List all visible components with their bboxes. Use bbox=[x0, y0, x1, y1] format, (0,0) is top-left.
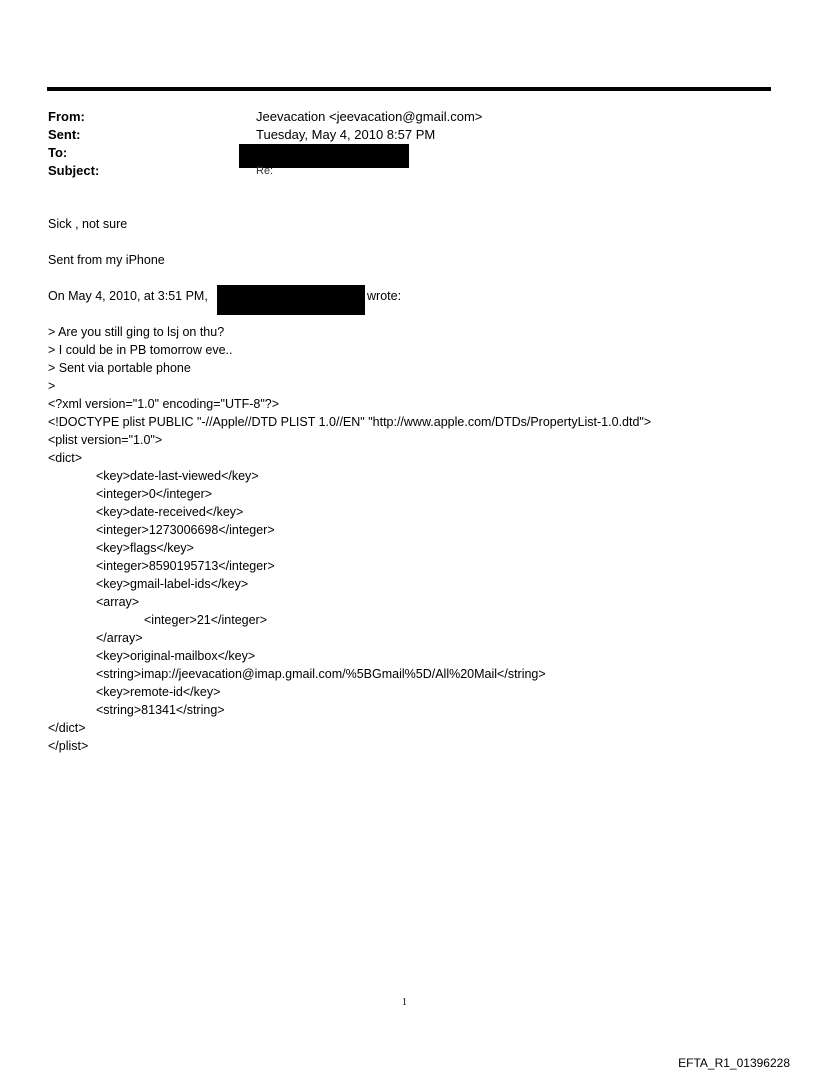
xml-line: <plist version="1.0"> bbox=[48, 433, 163, 447]
signature-line: Sent from my iPhone bbox=[48, 253, 165, 267]
xml-line: <dict> bbox=[48, 451, 83, 465]
quoted-line: > I could be in PB tomorrow eve.. bbox=[48, 343, 233, 357]
xml-line: <integer>1273006698</integer> bbox=[96, 523, 275, 537]
xml-line: <string>81341</string> bbox=[96, 703, 225, 717]
from-value: Jeevacation <jeevacation@gmail.com> bbox=[256, 109, 483, 124]
page-number: 1 bbox=[402, 997, 407, 1008]
wrote-suffix: wrote: bbox=[367, 289, 402, 303]
subject-label: Subject: bbox=[48, 163, 100, 178]
xml-line: <key>gmail-label-ids</key> bbox=[96, 577, 249, 591]
xml-line: <?xml version="1.0" encoding="UTF-8"?> bbox=[48, 397, 280, 411]
document-id: EFTA_R1_01396228 bbox=[678, 1056, 790, 1070]
from-label: From: bbox=[48, 109, 85, 124]
xml-line: <array> bbox=[96, 595, 140, 609]
xml-line: <integer>0</integer> bbox=[96, 487, 213, 501]
to-label: To: bbox=[48, 145, 68, 160]
quoted-line: > bbox=[48, 379, 56, 393]
xml-line: <string>imap://jeevacation@imap.gmail.com/%5BGmail%5D/All%20Mail</string> bbox=[96, 667, 546, 681]
wrote-prefix: On May 4, 2010, at 3:51 PM, bbox=[48, 289, 208, 303]
sent-value: Tuesday, May 4, 2010 8:57 PM bbox=[256, 127, 436, 142]
xml-line: <integer>8590195713</integer> bbox=[96, 559, 275, 573]
xml-line: </array> bbox=[96, 631, 143, 645]
xml-line: <key>date-received</key> bbox=[96, 505, 244, 519]
xml-line: <key>flags</key> bbox=[96, 541, 194, 555]
quoted-line: > Sent via portable phone bbox=[48, 361, 191, 375]
xml-line: </dict> bbox=[48, 721, 86, 735]
xml-line: <key>remote-id</key> bbox=[96, 685, 221, 699]
subject-value: Re: bbox=[256, 165, 274, 177]
xml-line: <integer>21</integer> bbox=[144, 613, 268, 627]
xml-line: <!DOCTYPE plist PUBLIC "-//Apple//DTD PLIST 1.0//EN" "http://www.apple.com/DTDs/PropertyList-1.0.dtd"> bbox=[48, 415, 652, 429]
sent-label: Sent: bbox=[48, 127, 81, 142]
xml-line: <key>original-mailbox</key> bbox=[96, 649, 256, 663]
body-line: Sick , not sure bbox=[48, 217, 128, 231]
header-rule bbox=[47, 87, 771, 91]
xml-line: <key>date-last-viewed</key> bbox=[96, 469, 259, 483]
sender-redaction-box bbox=[217, 285, 365, 315]
quoted-line: > Are you still ging to lsj on thu? bbox=[48, 325, 225, 339]
xml-line: </plist> bbox=[48, 739, 89, 753]
